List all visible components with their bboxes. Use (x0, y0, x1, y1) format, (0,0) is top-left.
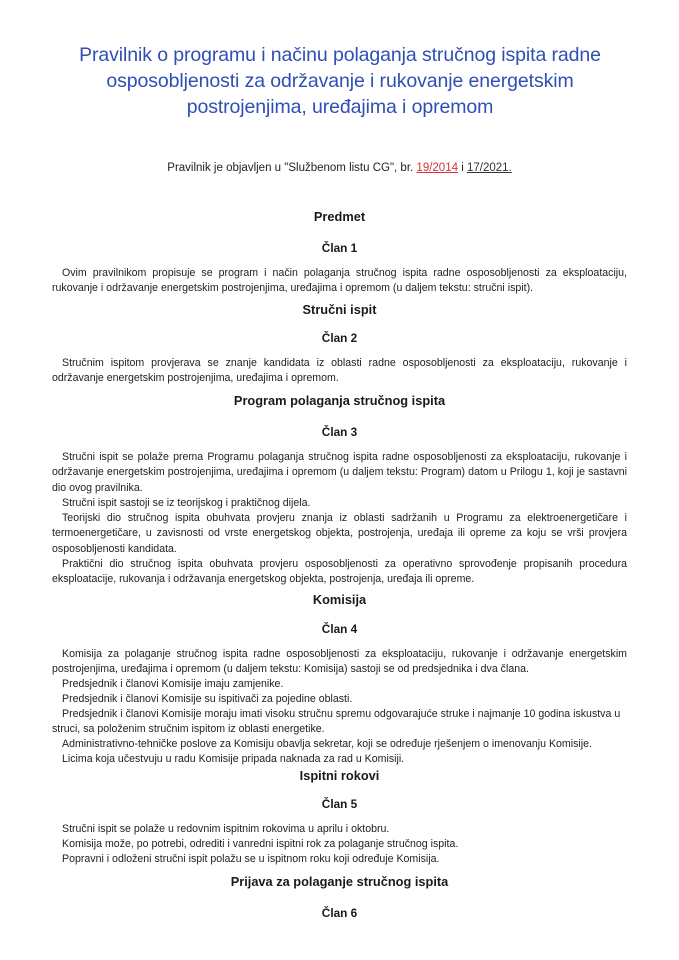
paragraph: Ovim pravilnikom propisuje se program i način polaganja stručnog ispita radne osposobljenosti za eksploataciju, rukovanje i održavanje energetskim postrojenjima, uređajima i opremom (u daljem tekstu: stručni ispit). (52, 267, 627, 295)
paragraph: Licima koja učestvuju u radu Komisije pripada naknada za rad u Komisiji. (62, 753, 405, 765)
paragraph: Stručni ispit sastoji se iz teorijskog i praktičnog dijela. (62, 497, 311, 509)
article-number: Član 3 (321, 425, 358, 439)
article-number: Član 1 (321, 241, 358, 255)
paragraph: Predsjednik i članovi Komisije imaju zamjenike. (62, 678, 284, 690)
paragraph: Komisija za polaganje stručnog ispita radne osposobljenosti za eksploataciju, rukovanje i održavanje energetskim postrojenjima, uređajima i opremom (u daljem tekstu: Komisija) sastoji se od predsjednika i dva člana. (52, 648, 627, 676)
paragraph: Administrativno-tehničke poslove za Komisiju obavlja sekretar, koji se određuje rješenjem o imenovanju Komisije. (62, 738, 592, 750)
section-heading: Predmet (313, 209, 366, 224)
paragraph: Stručni ispit se polaže prema Programu polaganja stručnog ispita radne osposobljenosti za eksploataciju, rukovanje i održavanje energetskim postrojenjima, uređajima i opremom (u daljem tekstu: Program) datom u Prilogu 1, koji je sastavni dio ovog pravilnika. (52, 451, 627, 494)
document-title (40, 42, 640, 120)
paragraph: Praktični dio stručnog ispita obuhvata provjeru osposobljenosti za operativno sprovođenje propisanih procedura eksploatacije, rukovanja i održavanja energetskog objekta, postrojenja, uređaja ili opreme. (52, 558, 627, 586)
article-number: Član 6 (321, 906, 358, 920)
publication-note (0, 162, 679, 174)
paragraph: Teorijski dio stručnog ispita obuhvata provjeru znanja iz oblasti sadržanih u Programu za elektroenergetičare i termoenergetičare, u zavisnosti od vrste energetskog objekta, postrojenja, uređaja ili opreme za koju se vrši provjera osposobljenosti kandidata. (52, 512, 627, 555)
title-line: Pravilnik o programu i načinu polaganja stručnog ispita radne (79, 44, 601, 66)
paragraph: Predsjednik i članovi Komisije moraju imati visoku stručnu spremu odgovarajuće struke i najmanje 10 godina iskustva u struci, sa položenim stručnim ispitom iz oblasti energetike. (52, 708, 621, 736)
paragraph: Stručnim ispitom provjerava se znanje kandidata iz oblasti radne osposobljenosti za eksploataciju, rukovanje i održavanje energetskim postrojenjima, uređajima i opremom. (52, 357, 627, 385)
article-number: Član 2 (321, 331, 358, 345)
article-number: Član 5 (321, 797, 358, 811)
section-heading: Ispitni rokovi (299, 768, 380, 783)
gazette-link-2021[interactable]: 17/2021. (466, 162, 512, 174)
title-line: postrojenjima, uređajima i opremom (186, 96, 494, 118)
paragraph: Komisija može, po potrebi, odrediti i vanredni ispitni rok za polaganje stručnog ispita. (62, 838, 459, 850)
publication-prefix: Pravilnik je objavljen u "Službenom listu CG", br. (167, 162, 417, 174)
section-heading: Stručni ispit (302, 302, 377, 317)
paragraph: Predsjednik i članovi Komisije su ispitivači za pojedine oblasti. (62, 693, 353, 705)
paragraph: Stručni ispit se polaže u redovnim ispitnim rokovima u aprilu i oktobru. (62, 823, 390, 835)
title-line: osposobljenosti za održavanje i rukovanje energetskim (106, 70, 574, 92)
gazette-link-2014[interactable]: 19/2014 (416, 162, 458, 174)
paragraph: Popravni i odloženi stručni ispit polažu se u ispitnom roku koji određuje Komisija. (62, 853, 440, 865)
section-heading: Prijava za polaganje stručnog ispita (230, 874, 449, 889)
section-heading: Program polaganja stručnog ispita (233, 393, 446, 408)
publication-separator: i (458, 162, 467, 174)
article-number: Član 4 (321, 622, 358, 636)
section-heading: Komisija (312, 592, 367, 607)
